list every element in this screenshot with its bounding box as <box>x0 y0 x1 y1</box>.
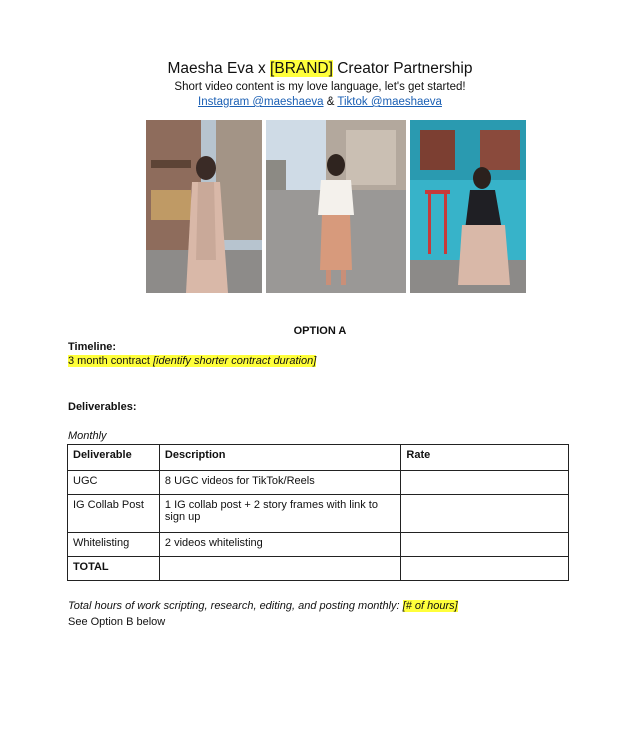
deliverables-label: Deliverables: <box>68 401 137 413</box>
cell-description: 1 IG collab post + 2 story frames with link to sign up <box>159 495 400 533</box>
social-links <box>0 96 640 108</box>
total-label: TOTAL <box>68 557 160 581</box>
tiktok-link[interactable]: Tiktok @maeshaeva <box>337 96 442 108</box>
hours-text: Total hours of work scripting, research, editing, and posting monthly: <box>68 600 403 612</box>
table-row <box>68 533 569 557</box>
table-row <box>68 495 569 533</box>
photo-city-skirt <box>266 120 406 293</box>
hours-placeholder: [# of hours] <box>402 600 458 612</box>
photo-street-coat <box>146 120 262 293</box>
cell-description: 8 UGC videos for TikTok/Reels <box>159 471 400 495</box>
timeline-duration <box>68 355 316 367</box>
link-separator: & <box>323 96 338 108</box>
document-title <box>0 60 640 78</box>
title-prefix: Maesha Eva x <box>167 60 271 77</box>
cell-deliverable: Whitelisting <box>68 533 160 557</box>
see-option-b: See Option B below <box>68 616 166 628</box>
subtitle: Short video content is my love language, let's get started! <box>174 81 466 93</box>
header-rate: Rate <box>401 445 569 471</box>
period-label: Monthly <box>68 430 107 442</box>
cell-rate[interactable] <box>401 495 569 533</box>
timeline-placeholder: [identify shorter contract duration] <box>153 355 317 367</box>
table-header-row <box>68 445 569 471</box>
timeline-value <box>68 355 316 367</box>
header-description: Description <box>159 445 400 471</box>
title-suffix: Creator Partnership <box>332 60 473 77</box>
brand-placeholder: [BRAND] <box>270 60 333 77</box>
timeline-plain: 3 month contract <box>68 355 153 367</box>
cell-description: 2 videos whitelisting <box>159 533 400 557</box>
photo-cafe-chair <box>410 120 526 293</box>
deliverables-table <box>67 444 569 581</box>
timeline-label: Timeline: <box>68 341 117 353</box>
cell-rate[interactable] <box>401 533 569 557</box>
option-heading: OPTION A <box>293 325 347 337</box>
total-row <box>68 557 569 581</box>
table-row <box>68 471 569 495</box>
cell-deliverable: IG Collab Post <box>68 495 160 533</box>
instagram-link[interactable]: Instagram @maeshaeva <box>198 96 324 108</box>
cell-deliverable: UGC <box>68 471 160 495</box>
hours-note <box>68 600 458 612</box>
total-rate[interactable] <box>401 557 569 581</box>
header-deliverable: Deliverable <box>68 445 160 471</box>
total-description <box>159 557 400 581</box>
cell-rate[interactable] <box>401 471 569 495</box>
